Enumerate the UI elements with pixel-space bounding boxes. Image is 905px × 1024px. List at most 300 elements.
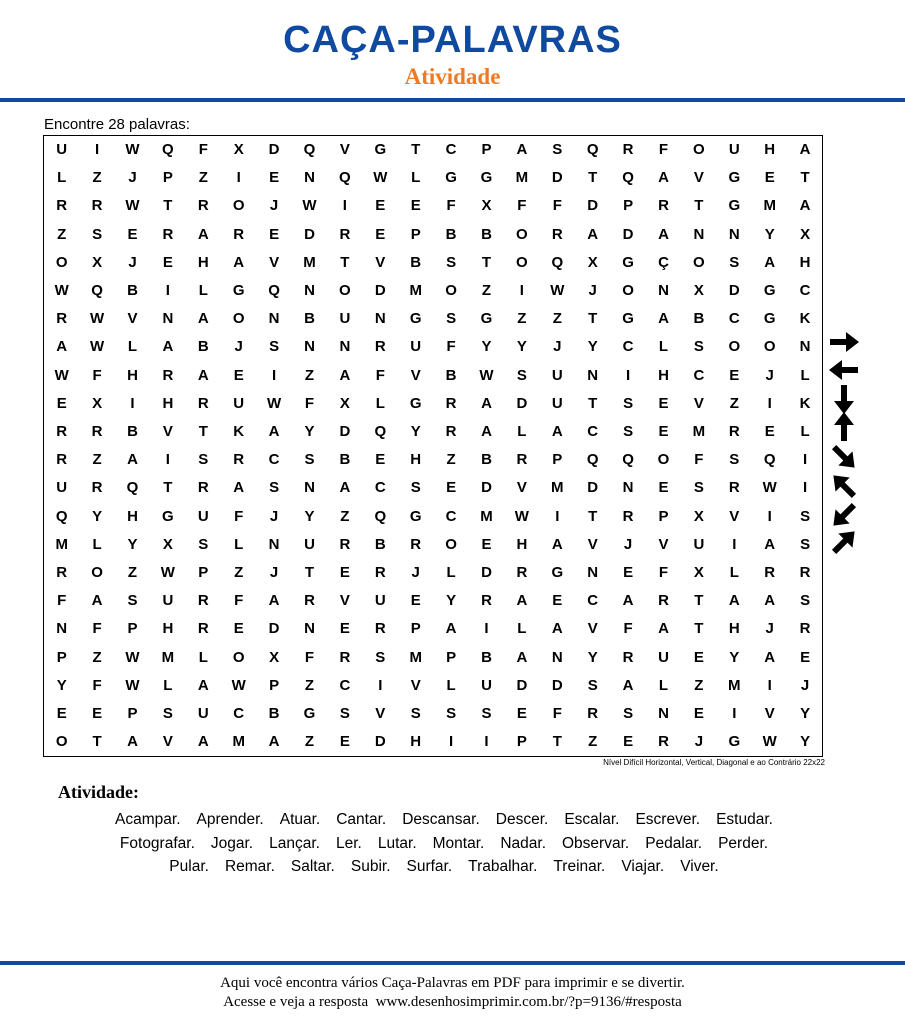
grid-cell: F — [446, 338, 456, 356]
word-item: Treinar. — [553, 858, 606, 875]
grid-cell: N — [268, 535, 280, 553]
grid-cell: R — [728, 479, 740, 497]
grid-cell: E — [481, 535, 492, 553]
grid-cell: Y — [516, 338, 527, 356]
grid-cell: A — [764, 535, 776, 553]
grid-cell: S — [693, 479, 704, 497]
grid-cell: E — [92, 705, 103, 722]
grid-cell: A — [516, 592, 528, 610]
grid-cell: E — [623, 733, 634, 751]
grid-cell: H — [516, 535, 528, 553]
grid-cell: S — [198, 451, 209, 469]
grid-cell: W — [302, 197, 317, 215]
grid-cell: E — [339, 733, 350, 751]
word-item: Descansar. — [402, 811, 480, 828]
grid-cell: S — [269, 338, 280, 356]
grid-cell: G — [409, 310, 422, 328]
grid-cell: O — [516, 253, 528, 271]
grid-cell: Q — [586, 141, 599, 158]
grid-cell: W — [762, 479, 777, 497]
grid-cell: V — [587, 535, 598, 553]
grid-cell: Z — [552, 310, 562, 328]
grid-cell: K — [799, 310, 811, 328]
grid-cell: M — [763, 197, 776, 215]
grid-cell: F — [234, 592, 244, 610]
grid-cell: Y — [800, 733, 811, 751]
grid-cell: R — [728, 423, 740, 440]
grid-cell: C — [233, 705, 245, 722]
word-item: Jogar. — [210, 834, 254, 852]
grid-cell: B — [481, 451, 492, 469]
grid-cell: I — [378, 676, 383, 694]
grid-cell: A — [197, 733, 209, 751]
grid-cell: V — [693, 394, 704, 412]
grid-cell: G — [622, 310, 634, 328]
grid-cell: R — [658, 592, 669, 610]
level-note: Nível Difícil Horizontal, Vertical, Diagonal e ao Contrário 22x22 — [603, 758, 825, 767]
grid-cell: S — [623, 423, 634, 440]
grid-cell: R — [91, 197, 103, 215]
grid-cell: R — [516, 451, 528, 469]
grid-cell: U — [551, 366, 563, 384]
grid-cell: L — [57, 169, 67, 187]
grid-cell: A — [339, 479, 351, 497]
grid-cell: P — [658, 507, 669, 525]
instruction-text: Encontre 28 palavras: — [44, 116, 190, 133]
grid-cell: R — [622, 648, 634, 666]
grid-cell: G — [728, 733, 741, 751]
grid-cell: B — [693, 310, 705, 328]
grid-cell: H — [764, 141, 776, 158]
grid-cell: A — [162, 338, 174, 356]
grid-cell: A — [551, 423, 563, 440]
grid-cell: Y — [410, 423, 421, 440]
grid-cell: V — [162, 733, 173, 751]
grid-cell: R — [799, 620, 811, 638]
grid-cell: L — [411, 169, 421, 187]
grid-cell: Z — [304, 366, 315, 384]
grid-cell: J — [269, 507, 279, 525]
grid-cell: R — [197, 394, 209, 412]
grid-cell: R — [56, 564, 68, 581]
grid-cell: R — [197, 592, 209, 610]
grid-cell: D — [551, 169, 563, 187]
grid-cell: F — [517, 197, 527, 215]
grid-cell: A — [622, 676, 634, 694]
grid-cell: O — [339, 282, 351, 299]
page-title: CAÇA-PALAVRAS — [283, 19, 622, 61]
grid-cell: A — [799, 141, 811, 158]
grid-cell: Q — [126, 479, 139, 497]
grid-cell: X — [162, 535, 173, 553]
grid-cell: N — [374, 310, 386, 328]
arrow-left-icon — [826, 355, 862, 385]
grid-cell: A — [197, 676, 209, 694]
grid-cell: D — [374, 282, 386, 299]
grid-cell: R — [233, 451, 245, 469]
grid-cell: T — [800, 169, 810, 187]
grid-cell: R — [56, 451, 68, 469]
grid-cell: J — [623, 535, 633, 553]
direction-legend — [826, 327, 866, 557]
grid-cell: Y — [729, 648, 740, 666]
grid-cell: J — [765, 620, 774, 638]
grid-cell: D — [622, 225, 634, 243]
grid-cell: F — [304, 394, 315, 412]
grid-cell: D — [374, 733, 386, 751]
grid-cell: R — [197, 620, 209, 638]
grid-cell: W — [373, 169, 388, 187]
grid-cell: O — [622, 282, 634, 299]
grid-cell: O — [763, 338, 776, 356]
grid-cell: H — [410, 733, 422, 751]
grid-cell: U — [339, 310, 351, 328]
page-subtitle: Atividade — [404, 64, 501, 89]
grid-cell: S — [446, 253, 457, 271]
grid-cell: A — [481, 423, 492, 440]
grid-cell: O — [232, 648, 245, 666]
grid-cell: P — [516, 733, 527, 751]
grid-cell: A — [622, 592, 634, 610]
word-item: Lançar. — [269, 834, 320, 852]
grid-cell: E — [375, 451, 386, 469]
grid-cell: H — [799, 253, 811, 271]
grid-cell: S — [375, 648, 386, 666]
footer — [0, 974, 905, 1012]
grid-cell: V — [269, 253, 280, 271]
grid-cell: I — [484, 620, 489, 638]
grid-cell: P — [127, 620, 138, 638]
grid-cell: S — [623, 394, 634, 412]
grid-cell: S — [269, 479, 280, 497]
grid-cell: Z — [340, 507, 350, 525]
grid-cell: M — [409, 282, 422, 299]
grid-cell: F — [198, 141, 208, 158]
grid-cell: A — [127, 451, 138, 469]
grid-cell: U — [693, 535, 705, 553]
grid-cell: M — [303, 253, 316, 271]
grid-cell: D — [551, 676, 563, 694]
grid-cell: I — [519, 282, 524, 299]
footer-line-2: Acesse e veja a resposta www.desenhosimprimir.com.br/?p=9136/#resposta — [223, 994, 682, 1010]
grid-cell: E — [339, 564, 350, 581]
grid-cell: B — [127, 282, 138, 299]
grid-cell: A — [197, 225, 209, 243]
grid-cell: M — [515, 169, 529, 187]
grid-cell: W — [125, 648, 140, 666]
grid-cell: I — [803, 451, 808, 469]
grid-cell: E — [56, 705, 67, 722]
grid-cell: R — [197, 479, 209, 497]
grid-cell: V — [764, 705, 775, 722]
grid-cell: Z — [446, 451, 456, 469]
grid-cell: M — [409, 648, 422, 666]
grid-cell: A — [551, 535, 563, 553]
grid-cell: V — [375, 253, 386, 271]
grid-cell: L — [375, 394, 385, 412]
grid-cell: W — [160, 564, 175, 581]
grid-cell: L — [800, 423, 810, 440]
grid-cell: E — [410, 197, 421, 215]
grid-cell: P — [552, 451, 563, 469]
grid-cell: I — [767, 676, 772, 694]
grid-cell: D — [587, 479, 599, 497]
grid-cell: L — [234, 535, 244, 553]
grid-cell: F — [304, 648, 315, 666]
grid-cell: L — [446, 676, 456, 694]
grid-cell: R — [304, 592, 315, 610]
grid-cell: F — [92, 620, 102, 638]
grid-cell: F — [552, 705, 562, 722]
word-item: Pedalar. — [645, 834, 703, 852]
grid-cell: L — [517, 620, 527, 638]
grid-cell: D — [481, 479, 492, 497]
grid-cell: R — [56, 197, 68, 215]
word-item: Remar. — [224, 858, 275, 875]
grid-cell: I — [803, 479, 808, 497]
grid-cell: O — [232, 197, 245, 215]
word-item: Viver. — [680, 858, 719, 875]
grid-cell: A — [764, 648, 776, 666]
grid-cell: A — [799, 197, 811, 215]
word-item: Lutar. — [377, 834, 417, 852]
grid-cell: A — [481, 394, 492, 412]
grid-cell: C — [374, 479, 386, 497]
grid-cell: T — [411, 141, 421, 158]
grid-cell: A — [268, 423, 280, 440]
grid-cell: T — [92, 733, 102, 751]
grid-cell: I — [626, 366, 631, 384]
grid-cell: E — [233, 366, 244, 384]
grid-cell: Ç — [658, 253, 669, 271]
grid-cell: S — [516, 366, 527, 384]
grid-cell: S — [92, 225, 103, 243]
grid-cell: Y — [446, 592, 457, 610]
grid-cell: C — [728, 310, 740, 328]
grid-cell: E — [658, 479, 669, 497]
grid-cell: G — [445, 169, 457, 187]
grid-cell: T — [163, 197, 173, 215]
grid-cell: C — [339, 676, 351, 694]
grid-cell: I — [165, 451, 170, 469]
grid-cell: E — [375, 225, 386, 243]
grid-cell: F — [658, 141, 669, 158]
grid-cell: R — [339, 648, 351, 666]
grid-cell: V — [162, 423, 173, 440]
grid-cell: W — [479, 366, 494, 384]
grid-cell: A — [268, 733, 280, 751]
grid-cell: N — [587, 564, 599, 581]
grid-cell: I — [95, 141, 100, 158]
grid-cell: T — [340, 253, 350, 271]
grid-cell: I — [732, 535, 737, 553]
grid-cell: Q — [162, 141, 174, 158]
grid-cell: N — [587, 366, 599, 384]
grid-cell: F — [92, 366, 102, 384]
grid-cell: Y — [92, 507, 103, 525]
grid-cell: N — [304, 169, 315, 187]
grid-cell: W — [54, 282, 69, 299]
grid-cell: A — [658, 310, 669, 328]
grid-cell: C — [445, 141, 457, 158]
grid-cell: S — [339, 705, 350, 722]
grid-cell: Z — [481, 282, 492, 299]
grid-cell: G — [763, 282, 776, 299]
grid-cell: T — [552, 733, 562, 751]
grid-cell: F — [92, 676, 102, 694]
grid-cell: N — [304, 479, 315, 497]
grid-cell: E — [269, 225, 280, 243]
grid-cell: G — [622, 253, 634, 271]
grid-cell: E — [339, 620, 350, 638]
grid-cell: I — [236, 169, 241, 187]
grid-cell: R — [516, 564, 528, 581]
grid-cell: S — [446, 310, 457, 328]
grid-cell: W — [54, 366, 69, 384]
grid-cell: N — [799, 338, 811, 356]
grid-cell: Z — [588, 733, 598, 751]
grid-cell: K — [233, 423, 245, 440]
grid-cell: H — [197, 253, 209, 271]
grid-cell: U — [728, 141, 740, 158]
grid-cell: L — [198, 282, 208, 299]
word-list-line — [44, 808, 844, 832]
word-item: Aprender. — [196, 811, 264, 828]
grid-cell: Z — [92, 451, 102, 469]
grid-cell: B — [445, 225, 457, 243]
grid-cell: S — [446, 705, 457, 722]
activity-title: Atividade: — [58, 782, 139, 802]
grid-cell: E — [56, 394, 67, 412]
word-item: Saltar. — [290, 858, 335, 875]
arrow-up-icon — [826, 412, 862, 442]
word-item: Acampar. — [115, 811, 181, 828]
grid-cell: E — [800, 648, 811, 666]
grid-cell: Z — [234, 564, 244, 581]
grid-cell: G — [763, 310, 776, 328]
grid-cell: J — [269, 197, 279, 215]
grid-cell: A — [764, 592, 776, 610]
grid-cell: Q — [622, 169, 634, 187]
grid-cell: U — [162, 592, 174, 610]
grid-cell: S — [481, 705, 492, 722]
grid-cell: E — [233, 620, 244, 638]
grid-cell: G — [480, 169, 493, 187]
grid-cell: B — [268, 705, 280, 722]
grid-cell: W — [90, 338, 105, 356]
grid-cell: H — [410, 451, 422, 469]
grid-cell: S — [127, 592, 138, 610]
grid-cell: V — [339, 141, 350, 158]
grid-cell: J — [553, 338, 562, 356]
grid-cell: J — [269, 564, 279, 581]
grid-cell: I — [272, 366, 277, 384]
grid-cell: Y — [481, 338, 492, 356]
grid-cell: O — [693, 141, 705, 158]
grid-cell: A — [728, 592, 740, 610]
grid-cell: R — [445, 394, 457, 412]
grid-cell: R — [410, 535, 422, 553]
grid-cell: B — [197, 338, 209, 356]
grid-cell: J — [234, 338, 243, 356]
grid-cell: E — [162, 253, 173, 271]
grid-cell: U — [304, 535, 315, 553]
grid-cell: T — [198, 423, 208, 440]
grid-cell: Z — [198, 169, 208, 187]
grid-cell: E — [693, 705, 704, 722]
grid-cell: L — [446, 564, 456, 581]
grid-cell: T — [694, 620, 704, 638]
grid-cell: S — [800, 507, 811, 525]
grid-cell: Z — [57, 225, 67, 243]
grid-cell: E — [446, 479, 457, 497]
grid-cell: E — [375, 197, 386, 215]
grid-cell: I — [767, 507, 772, 525]
grid-cell: T — [588, 507, 598, 525]
grid-cell: F — [375, 366, 385, 384]
grid-cell: V — [339, 592, 350, 610]
grid-cell: O — [55, 253, 68, 271]
grid-cell: V — [729, 507, 740, 525]
grid-cell: U — [197, 507, 209, 525]
word-item: Atuar. — [279, 811, 321, 828]
grid-cell: W — [267, 394, 282, 412]
grid-cell: Y — [56, 676, 67, 694]
grid-cell: H — [127, 366, 138, 384]
grid-cell: D — [481, 564, 492, 581]
grid-cell: F — [694, 451, 704, 469]
grid-cell: Q — [91, 282, 103, 299]
grid-cell: H — [162, 620, 174, 638]
word-item: Montar. — [432, 834, 485, 852]
grid-cell: R — [622, 507, 634, 525]
grid-cell: O — [445, 535, 457, 553]
grid-cell: T — [304, 564, 315, 581]
grid-cell: Q — [303, 141, 316, 158]
grid-cell: R — [56, 423, 68, 440]
grid-cell: Q — [551, 253, 564, 271]
grid-cell: I — [555, 507, 560, 525]
grid-cell: N — [162, 310, 174, 328]
grid-cell: F — [446, 197, 456, 215]
grid-cell: G — [374, 141, 387, 158]
grid-cell: L — [163, 676, 173, 694]
grid-cell: Q — [763, 451, 776, 469]
grid-cell: R — [374, 564, 386, 581]
grid-cell: Y — [587, 648, 598, 666]
grid-cell: U — [374, 592, 386, 610]
grid-cell: B — [304, 310, 315, 328]
grid-cell: Q — [339, 169, 351, 187]
grid-cell: R — [799, 564, 811, 581]
grid-cell: Q — [374, 507, 387, 525]
grid-cell: V — [410, 676, 421, 694]
grid-cell: W — [762, 733, 777, 751]
grid-cell: A — [516, 648, 528, 666]
grid-cell: M — [728, 676, 741, 694]
grid-cell: J — [128, 253, 137, 271]
grid-cell: I — [130, 394, 135, 412]
grid-cell: P — [56, 648, 67, 666]
grid-cell: D — [516, 394, 528, 412]
grid-cell: B — [339, 451, 351, 469]
grid-cell: E — [729, 366, 740, 384]
grid-cell: R — [91, 423, 103, 440]
grid-cell: D — [304, 225, 315, 243]
grid-cell: L — [729, 564, 739, 581]
grid-cell: Q — [586, 451, 599, 469]
grid-cell: R — [658, 733, 669, 751]
